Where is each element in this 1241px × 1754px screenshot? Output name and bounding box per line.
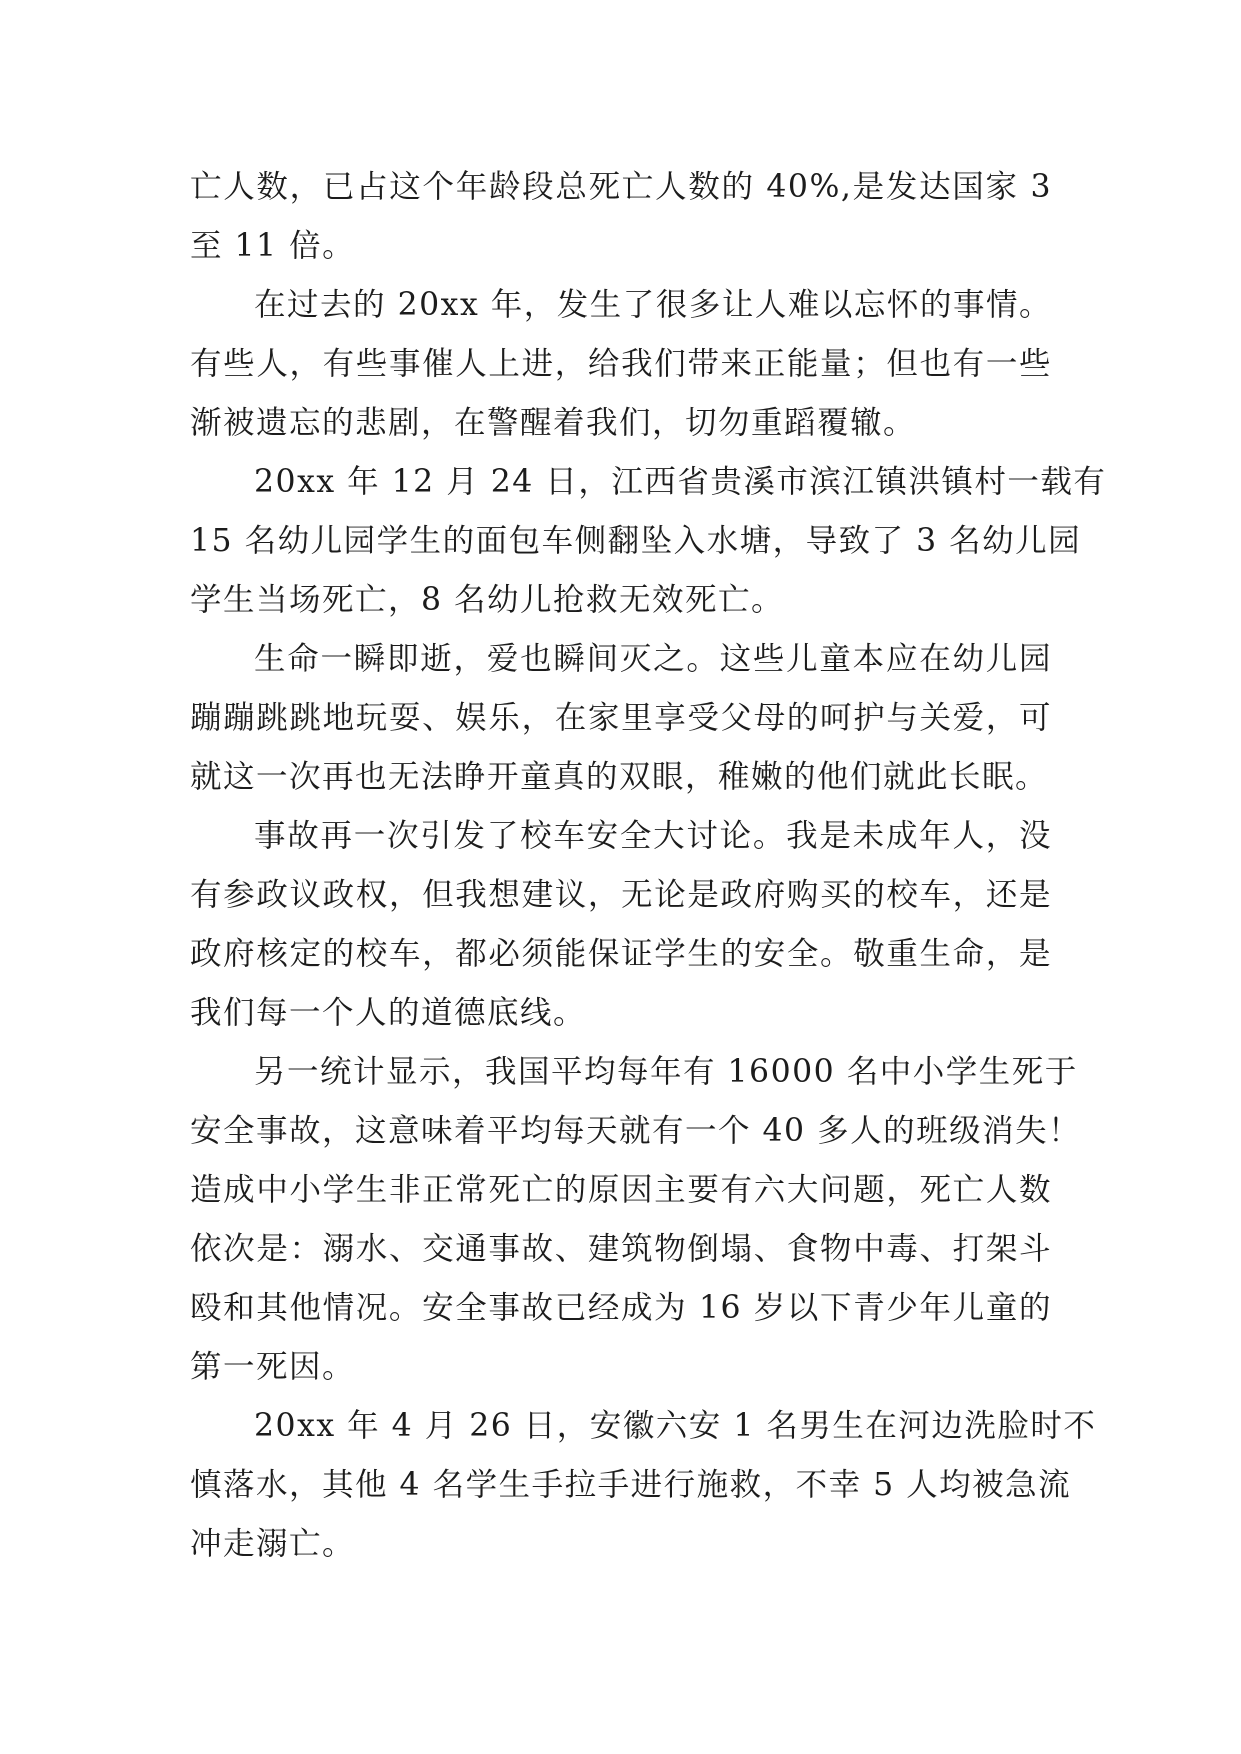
text-line: 慎落水，其他 4 名学生手拉手进行施救，不幸 5 人均被急流 <box>190 1467 1072 1503</box>
paragraph <box>190 630 1052 807</box>
text-line: 蹦蹦跳跳地玩耍、娱乐，在家里享受父母的呵护与关爱，可 <box>190 700 1052 736</box>
text-line: 就这一次再也无法睁开童真的双眼，稚嫩的他们就此长眠。 <box>190 759 1049 795</box>
paragraph <box>190 807 1052 1043</box>
document-body <box>190 158 1107 1574</box>
text-line: 亡人数，已占这个年龄段总死亡人数的 40%,是发达国家 3 <box>190 169 1052 205</box>
text-line: 有些人，有些事催人上进，给我们带来正能量；但也有一些 <box>190 346 1052 382</box>
text-line: 另一统计显示，我国平均每年有 16000 名中小学生死于 <box>254 1054 1078 1090</box>
text-line: 造成中小学生非正常死亡的原因主要有六大问题，死亡人数 <box>190 1172 1052 1208</box>
text-line: 安全事故，这意味着平均每天就有一个 40 多人的班级消失！ <box>190 1113 1082 1149</box>
text-line: 殴和其他情况。安全事故已经成为 16 岁以下青少年儿童的 <box>190 1290 1052 1326</box>
paragraph <box>190 1397 1097 1574</box>
paragraph <box>190 158 1052 276</box>
text-line: 至 11 倍。 <box>190 228 356 264</box>
text-line: 20xx 年 12 月 24 日，江西省贵溪市滨江镇洪镇村一载有 <box>254 464 1107 500</box>
paragraph <box>190 453 1107 630</box>
text-line: 渐被遗忘的悲剧，在警醒着我们，切勿重蹈覆辙。 <box>190 405 917 441</box>
paragraph <box>190 1043 1082 1397</box>
text-line: 我们每一个人的道德底线。 <box>190 995 587 1031</box>
text-line: 有参政议政权，但我想建议，无论是政府购买的校车，还是 <box>190 877 1052 913</box>
text-line: 20xx 年 4 月 26 日，安徽六安 1 名男生在河边洗脸时不 <box>254 1408 1097 1444</box>
text-line: 生命一瞬即逝，爱也瞬间灭之。这些儿童本应在幼儿园 <box>254 641 1052 677</box>
text-line: 依次是：溺水、交通事故、建筑物倒塌、食物中毒、打架斗 <box>190 1231 1052 1267</box>
text-line: 15 名幼儿园学生的面包车侧翻坠入水塘，导致了 3 名幼儿园 <box>190 523 1082 559</box>
text-line: 事故再一次引发了校车安全大讨论。我是未成年人，没 <box>254 818 1052 854</box>
text-line: 在过去的 20xx 年，发生了很多让人难以忘怀的事情。 <box>254 287 1052 323</box>
text-line: 第一死因。 <box>190 1349 356 1385</box>
text-line: 冲走溺亡。 <box>190 1526 356 1562</box>
text-line: 政府核定的校车，都必须能保证学生的安全。敬重生命，是 <box>190 936 1052 972</box>
text-line: 学生当场死亡，8 名幼儿抢救无效死亡。 <box>190 582 785 618</box>
paragraph <box>190 276 1052 453</box>
